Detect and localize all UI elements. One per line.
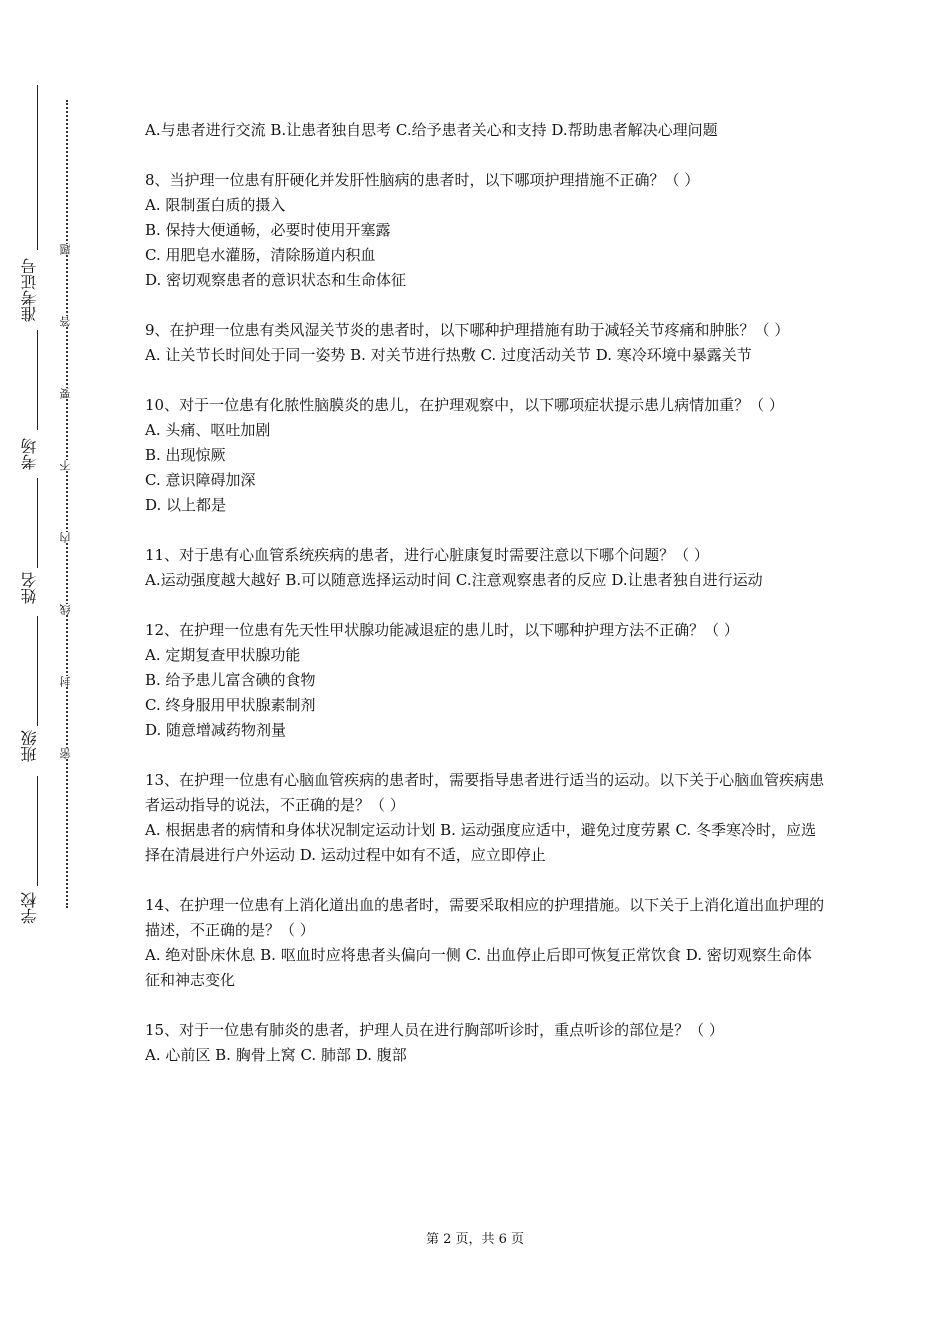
question-stem: 13、在护理一位患有心脑血管疾病的患者时，需要指导患者进行适当的运动。以下关于心脑血管疾病患者运动指导的说法，不正确的是？（ ） (145, 771, 825, 814)
question-stem: 12、在护理一位患有先天性甲状腺功能减退症的患儿时，以下哪种护理方法不正确？（ ） (145, 621, 739, 639)
question-stem: 14、在护理一位患有上消化道出血的患者时，需要采取相应的护理措施。以下关于上消化道出血护理的描述，不正确的是？（ ） (145, 896, 825, 939)
question-stem: 15、对于一位患有肺炎的患者，护理人员在进行胸部听诊时，重点听诊的部位是？（ ） (145, 1021, 724, 1039)
question-stem: 9、在护理一位患有类风湿关节炎的患者时，以下哪种护理措施有助于减轻关节疼痛和肿胀？（ ） (145, 321, 790, 339)
options-inline: A. 根据患者的病情和身体状况制定运动计划 B. 运动强度应适中，避免过度劳累 C. 冬季寒冷时，应选择在清晨进行户外运动 D. 运动过程中如有不适，应立即停止 (145, 821, 816, 864)
option-a: A. 定期复查甲状腺功能 (145, 646, 301, 664)
options-inline: A.运动强度越大越好 B.可以随意选择运动时间 C.注意观察患者的反应 D.让患者独自进行运动 (145, 571, 763, 589)
question-stem: 8、当护理一位患有肝硬化并发肝性脑病的患者时，以下哪项护理措施不正确？（ ） (145, 171, 700, 189)
seal-char: 要 (59, 388, 72, 399)
question-7-continued (145, 118, 825, 143)
line-class (37, 616, 38, 726)
option-d: D. 密切观察患者的意识状态和生命体征 (145, 271, 407, 289)
label-exam-room: 考场 (20, 438, 39, 470)
seal-dotted-line (66, 100, 68, 908)
options-inline: A. 心前区 B. 胸骨上窝 C. 肺部 D. 腹部 (145, 1046, 407, 1064)
label-name: 姓名 (20, 572, 39, 604)
seal-char: 密 (59, 748, 72, 759)
seal-char: 内 (59, 532, 72, 543)
question-12 (145, 618, 825, 743)
label-exam-id: 准考证号 (20, 258, 39, 322)
options-inline: A. 让关节长时间处于同一姿势 B. 对关节进行热敷 C. 过度活动关节 D. 寒冷环境中暴露关节 (145, 346, 752, 364)
question-10 (145, 393, 825, 518)
binding-margin (0, 0, 90, 1344)
option-a: A. 限制蛋白质的摄入 (145, 196, 286, 214)
seal-char: 封 (59, 676, 72, 687)
option-c: C. 用肥皂水灌肠，清除肠道内积血 (145, 246, 376, 264)
line-name (37, 478, 38, 568)
option-b: B. 给予患儿富含碘的食物 (145, 671, 316, 689)
option-b: B. 出现惊厥 (145, 446, 226, 464)
option-b: B. 保持大便通畅，必要时使用开塞露 (145, 221, 391, 239)
seal-char: 线 (59, 604, 72, 615)
question-11 (145, 543, 825, 593)
option-d: D. 以上都是 (145, 496, 227, 514)
options-inline: A.与患者进行交流 B.让患者独自思考 C.给予患者关心和支持 D.帮助患者解决心理问题 (145, 121, 718, 139)
line-school (37, 776, 38, 886)
label-school: 学校 (20, 892, 39, 924)
question-9 (145, 318, 825, 368)
line-exam-id (37, 85, 38, 250)
option-c: C. 终身服用甲状腺素制剂 (145, 696, 316, 714)
options-inline: A. 绝对卧床休息 B. 呕血时应将患者头偏向一侧 C. 出血停止后即可恢复正常饮食 D. 密切观察生命体征和神志变化 (145, 946, 812, 989)
seal-char: 题 (59, 244, 72, 255)
option-a: A. 头痛、呕吐加剧 (145, 421, 271, 439)
question-stem: 11、对于患有心血管系统疾病的患者，进行心脏康复时需要注意以下哪个问题？（ ） (145, 546, 709, 564)
question-13 (145, 768, 825, 868)
page-footer: 第 2 页，共 6 页 (425, 1232, 525, 1247)
option-c: C. 意识障碍加深 (145, 471, 256, 489)
question-stem: 10、对于一位患有化脓性脑膜炎的患儿，在护理观察中，以下哪项症状提示患儿病情加重？（ ） (145, 396, 784, 414)
seal-char: 答 (59, 316, 72, 327)
question-14 (145, 893, 825, 993)
line-exam-room (37, 330, 38, 430)
option-d: D. 随意增减药物剂量 (145, 721, 287, 739)
question-8 (145, 168, 825, 293)
question-15 (145, 1018, 825, 1068)
seal-char: 不 (59, 460, 72, 471)
question-list (145, 118, 825, 1068)
label-class: 班级 (20, 730, 39, 762)
